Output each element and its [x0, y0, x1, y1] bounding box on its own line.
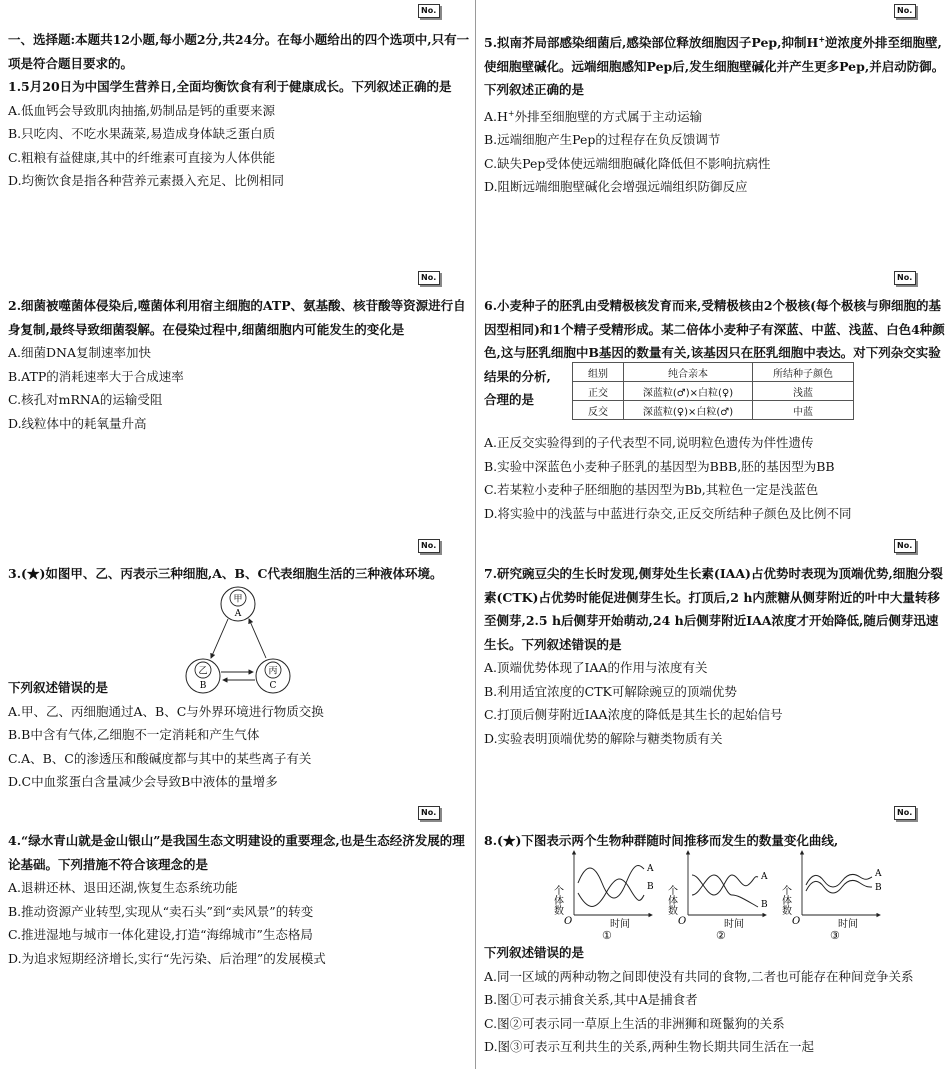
- question-stem: 4.“绿水青山就是金山银山”是我国生态文明建设的重要理念,也是生态经济发展的理论基础。下列措施不符合该理念的是: [8, 833, 465, 872]
- table-header-row: [573, 363, 854, 382]
- question-1: [8, 28, 470, 193]
- option-b: B.B中含有气体,乙细胞不一定消耗和产生气体: [8, 727, 260, 742]
- option-a: A.顶端优势体现了IAA的作用与浓度有关: [484, 660, 708, 675]
- series-a-label: A: [647, 864, 654, 874]
- no-tag: No.: [894, 539, 916, 553]
- x-axis-label: 时间: [610, 919, 630, 930]
- curve-b: [692, 875, 758, 907]
- question-stem-end: 下列叙述错误的是: [484, 945, 585, 960]
- option-c: C.核孔对mRNA的运输受阻: [8, 392, 163, 407]
- option-d: D.阻断远端细胞壁碱化会增强远端组织防御反应: [484, 179, 748, 195]
- question-3: [8, 562, 470, 792]
- origin-label: O: [678, 916, 687, 927]
- question-6: [484, 294, 946, 530]
- curve-b: [578, 879, 644, 907]
- option-c: C.粗粮有益健康,其中的纤维素可直接为人体供能: [8, 149, 276, 165]
- population-graphs: [552, 849, 902, 941]
- option-b: B.实验中深蓝色小麦种子胚乳的基因型为BBB,胚的基因型为BB: [484, 458, 835, 474]
- option-b: B.图①可表示捕食关系,其中A是捕食者: [484, 992, 698, 1007]
- graph-3: [780, 851, 883, 941]
- arrow-a-to-b: [211, 619, 228, 658]
- no-tag: No.: [894, 806, 916, 820]
- option-b: B.利用适宜浓度的CTK可解除豌豆的顶端优势: [484, 683, 737, 699]
- option-a: A.H+外排至细胞壁的方式属于主动运输: [484, 108, 703, 124]
- table-cell: 深蓝粒(♂)×白粒(♀): [624, 382, 753, 401]
- option-d: D.实验表明顶端优势的解除与糖类物质有关: [484, 730, 723, 746]
- no-tag: No.: [894, 4, 916, 18]
- y-axis-label: 个体数: [779, 885, 791, 915]
- question-stem: 6.小麦种子的胚乳由受精极核发育而来,受精极核由2个极核(每个极核与卵细胞的基因型相同)和1个精子受精形成。某二倍体小麦种子有深蓝、中蓝、浅蓝、白色4种颜色,这与胚乳细胞中B基因的数量有关,该基因只在胚乳细胞中表达。对下列杂交实验结果的分析,: [484, 298, 945, 384]
- option-c: C.打顶后侧芽附近IAA浓度的降低是其生长的起始信号: [484, 707, 783, 722]
- option-a: A.退耕还林、退田还湖,恢复生态系统功能: [8, 880, 238, 895]
- cell-jia-label: 甲: [233, 594, 243, 605]
- series-a-label: A: [761, 872, 768, 882]
- series-b-label: B: [761, 900, 768, 910]
- curve-a: [692, 875, 758, 895]
- option-b: B.远端细胞产生Pep的过程存在负反馈调节: [484, 132, 721, 148]
- option-a: A.甲、乙、丙细胞通过A、B、C与外界环境进行物质交换: [8, 703, 324, 719]
- question-stem-end: 合理的是: [484, 392, 535, 407]
- question-stem: 5.拟南芥局部感染细菌后,感染部位释放细胞因子Pep,抑制H+逆浓度外排至细胞壁,使细胞壁碱化。远端细胞感知Pep后,发生细胞壁碱化并产生更多Pep,并启动防御。下列叙述正确的是: [484, 34, 945, 98]
- table-cell: 中蓝: [753, 401, 854, 420]
- table-row: [573, 382, 854, 401]
- table-header-cell: 纯合亲本: [624, 363, 753, 382]
- option-d: D.均衡饮食是指各种营养元素摄入充足、比例相同: [8, 173, 285, 188]
- option-c: C.推进湿地与城市一体化建设,打造“海绵城市”生态格局: [8, 927, 313, 942]
- question-stem: 3.(★)如图甲、乙、丙表示三种细胞,A、B、C代表细胞生活的三种液体环境。: [8, 566, 443, 581]
- question-stem: 7.研究豌豆尖的生长时发现,侧芽处生长素(IAA)占优势时表现为顶端优势,细胞分裂素(CTK)占优势时能促进侧芽生长。打顶后,2 h内蔗糖从侧芽附近的叶中大量转移至侧芽,2.5 h后侧芽开始萌动,24 h后侧芽附近IAA浓度才开始降低,随后侧芽迅速生长。下列叙述错误的是: [484, 566, 943, 652]
- curve-a: [806, 874, 872, 887]
- option-c: C.缺失Pep受体使远端细胞碱化降低但不影响抗病性: [484, 155, 771, 171]
- graph-caption: ③: [830, 929, 840, 941]
- table-row: [573, 401, 854, 420]
- no-tag: No.: [418, 539, 440, 553]
- question-7: [484, 562, 946, 750]
- option-c: C.若某粒小麦种子胚细胞的基因型为Bb,其粒色一定是浅蓝色: [484, 482, 819, 497]
- option-c: C.A、B、C的渗透压和酸碱度都与其中的某些离子有关: [8, 750, 312, 766]
- cell-yi-label: 乙: [198, 666, 208, 677]
- graph-1: [552, 851, 654, 941]
- option-c: C.图②可表示同一草原上生活的非洲狮和斑鬣狗的关系: [484, 1015, 785, 1031]
- table-cell: 深蓝粒(♀)×白粒(♂): [624, 401, 753, 420]
- no-tag: No.: [418, 4, 440, 18]
- graph-caption: ①: [602, 929, 612, 941]
- x-axis-label: 时间: [724, 919, 744, 930]
- no-tag: No.: [894, 271, 916, 285]
- q8-lower: [484, 941, 913, 1059]
- option-a: A.同一区域的两种动物之间即使没有共同的食物,二者也可能存在种间竞争关系: [484, 968, 914, 984]
- cell-bing-label: 丙: [268, 666, 278, 677]
- table-cell: 反交: [573, 401, 624, 420]
- origin-label: O: [792, 916, 801, 927]
- table-header-cell: 组别: [573, 363, 624, 382]
- option-b: B.只吃肉、不吃水果蔬菜,易造成身体缺乏蛋白质: [8, 126, 276, 141]
- curve-a: [578, 866, 644, 898]
- option-b: B.ATP的消耗速率大于合成速率: [8, 368, 184, 384]
- table-header-cell: 所结种子颜色: [753, 363, 854, 382]
- question-4: [8, 829, 470, 970]
- fluid-b-label: B: [199, 681, 207, 691]
- q3-lower: [8, 676, 324, 794]
- curve-b: [806, 880, 872, 893]
- section-header: 一、选择题:本题共12小题,每小题2分,共24分。在每小题给出的四个选项中,只有一项是符合题目要求的。: [8, 32, 470, 71]
- no-tag: No.: [418, 806, 440, 820]
- y-axis-label: 个体数: [552, 885, 563, 915]
- option-d: D.线粒体中的耗氧量升高: [8, 415, 147, 431]
- question-5: [484, 28, 946, 199]
- series-b-label: B: [647, 882, 654, 892]
- option-d: D.图③可表示互利共生的关系,两种生物长期共同生活在一起: [484, 1039, 815, 1054]
- fluid-c-label: C: [269, 681, 277, 691]
- question-stem-end: 下列叙述错误的是: [8, 680, 109, 695]
- series-b-label: B: [875, 883, 882, 893]
- graph-2: [666, 851, 769, 941]
- options: [484, 431, 852, 525]
- graph-caption: ②: [716, 929, 726, 941]
- question-stem: 8.(★)下图表示两个生物种群随时间推移而发生的数量变化曲线,: [484, 833, 839, 848]
- option-a: A.正反交实验得到的子代表型不同,说明粒色遗传为伴性遗传: [484, 435, 814, 450]
- option-a: A.低血钙会导致肌肉抽搐,奶制品是钙的重要来源: [8, 102, 275, 118]
- question-8: [484, 829, 946, 1065]
- table-cell: 正交: [573, 382, 624, 401]
- option-b: B.推动资源产业转型,实现从“卖石头”到“卖风景”的转变: [8, 903, 314, 919]
- option-d: D.将实验中的浅蓝与中蓝进行杂交,正反交所结种子颜色及比例不同: [484, 505, 852, 521]
- question-2: [8, 294, 470, 435]
- column-divider: [475, 0, 476, 1069]
- arrow-c-to-a: [249, 619, 266, 658]
- question-stem: 1.5月20日为中国学生营养日,全面均衡饮食有利于健康成长。下列叙述正确的是: [8, 79, 452, 94]
- fluid-a-label: A: [234, 609, 242, 619]
- question-stem: 2.细菌被噬菌体侵染后,噬菌体利用宿主细胞的ATP、氨基酸、核苷酸等资源进行自身复制,最终导致细菌裂解。在侵染过程中,细菌细胞内可能发生的变化是: [8, 298, 466, 337]
- option-d: D.C中血浆蛋白含量减少会导致B中液体的量增多: [8, 774, 278, 789]
- x-axis-label: 时间: [838, 919, 858, 930]
- table-cell: 浅蓝: [753, 382, 854, 401]
- series-a-label: A: [875, 869, 882, 879]
- cross-table: [572, 362, 854, 420]
- option-d: D.为追求短期经济增长,实行“先污染、后治理”的发展模式: [8, 950, 326, 966]
- y-axis-label: 个体数: [665, 885, 677, 915]
- origin-label: O: [564, 916, 573, 927]
- no-tag: No.: [418, 271, 440, 285]
- option-a: A.细菌DNA复制速率加快: [8, 345, 151, 360]
